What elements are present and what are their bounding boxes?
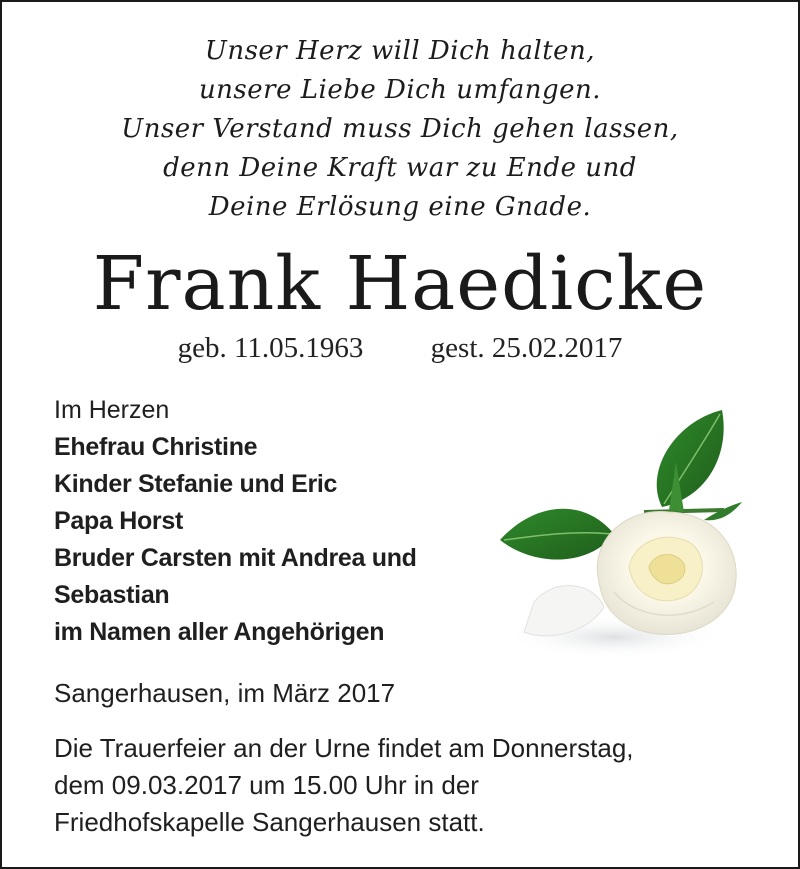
mourner-line: Sebastian [54, 581, 170, 609]
mourner-line: im Namen aller Angehörigen [54, 618, 385, 646]
poem-line: denn Deine Kraft war zu Ende und [163, 153, 637, 183]
notice-line: Die Trauerfeier an der Urne findet am Donnerstag, [54, 733, 634, 763]
poem-line: Unser Verstand muss Dich gehen lassen, [121, 114, 679, 144]
mourners-intro: Im Herzen [54, 396, 170, 424]
birth-date: geb. 11.05.1963 [177, 332, 364, 364]
mourner-line: Ehefrau Christine [54, 433, 258, 461]
notice-line: Friedhofskapelle Sangerhausen statt. [54, 807, 485, 837]
white-rose-icon [494, 402, 764, 672]
poem-line: unsere Liebe Dich umfangen. [198, 75, 602, 105]
death-date: gest. 25.02.2017 [430, 332, 623, 364]
mourner-line: Kinder Stefanie und Eric [54, 470, 338, 498]
funeral-notice [54, 730, 634, 841]
mourner-line: Papa Horst [54, 507, 183, 535]
life-dates [2, 328, 798, 368]
notice-line: dem 09.03.2017 um 15.00 Uhr in der [54, 770, 479, 800]
poem [2, 32, 798, 227]
mourner-line: Bruder Carsten mit Andrea und [54, 544, 417, 572]
poem-line: Unser Herz will Dich halten, [204, 36, 596, 66]
place-and-date: Sangerhausen, im März 2017 [54, 678, 396, 708]
poem-line: Deine Erlösung eine Gnade. [208, 192, 592, 222]
deceased-name: Frank Haedicke [92, 241, 708, 327]
mourners-list [54, 392, 417, 651]
